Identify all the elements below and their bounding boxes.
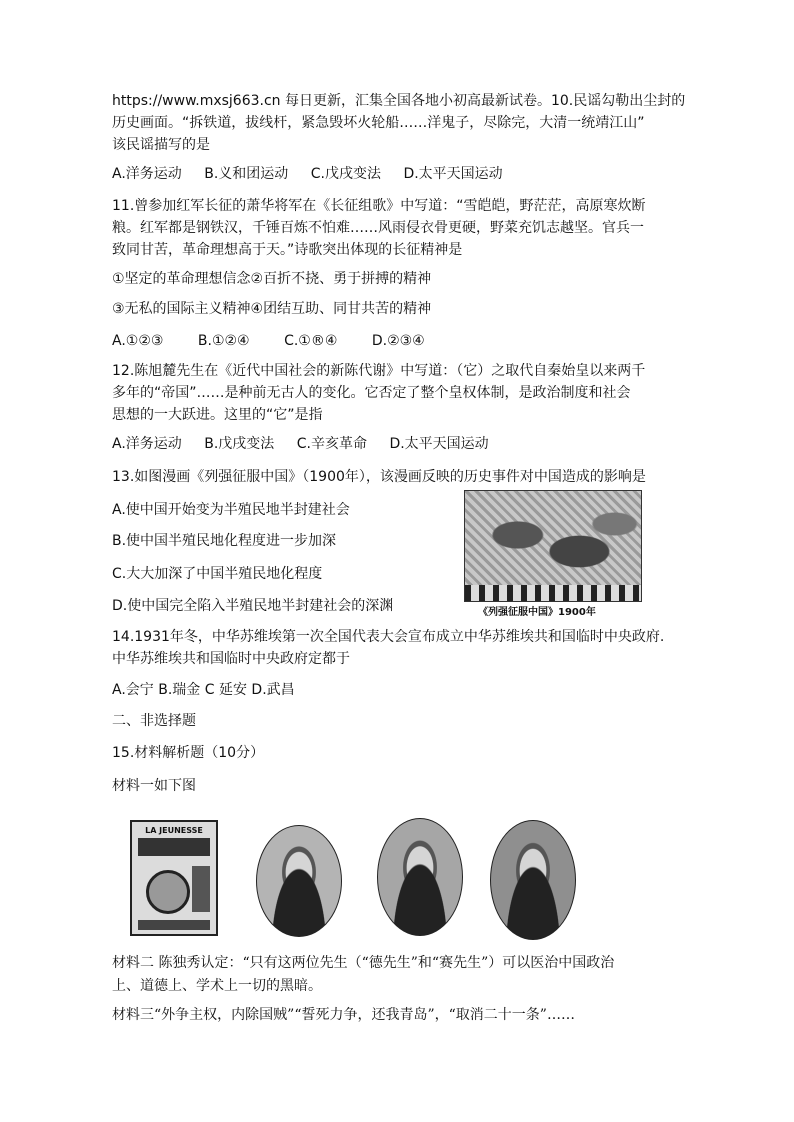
q13-option-c[interactable]: C.大大加深了中国半殖民地化程度 [112,566,323,582]
portrait-photo-3 [490,820,576,940]
material-3-text: 材料三“外争主权，内除国贼”“誓死力争，还我青岛”，“取消二十一条”…… [112,1007,575,1023]
q10-option-d[interactable]: D.太平天国运动 [403,166,503,182]
q12-text-3: 思想的一大跃进。这里的“它”是指 [112,407,323,423]
magazine-band [138,838,210,856]
q12-text-2: 多年的“帝国”……是种前无古人的变化。它否定了整个皇权体制，是政治制度和社会 [112,385,631,401]
q11-option-c[interactable]: C.①®④ [284,333,338,349]
q11-statement-1: ①坚定的革命理想信念②百折不挠、勇于拼搏的精神 [112,271,432,287]
cartoon-image [464,490,642,602]
q11-statement-2: ③无私的国际主义精神④团结互助、同甘共苦的精神 [112,301,432,317]
q13-option-d[interactable]: D.使中国完全陷入半殖民地半封建社会的深渊 [112,598,394,614]
section-heading: 二、非选择题 [112,713,196,729]
material-1-label: 材料一如下图 [112,778,196,794]
portrait-photo-1 [256,825,342,937]
q11-option-a[interactable]: A.①②③ [112,333,164,349]
q12-option-a[interactable]: A.洋务运动 [112,436,182,452]
magazine-emblem [146,870,190,914]
q13-option-a[interactable]: A.使中国开始变为半殖民地半封建社会 [112,502,350,518]
q11-option-d[interactable]: D.②③④ [371,333,425,349]
q12-options [112,433,507,455]
q10-options [112,163,521,185]
q12-option-d[interactable]: D.太平天国运动 [389,436,489,452]
magazine-title: LA JEUNESSE [145,826,203,835]
q11-text-1: 11.曾参加红军长征的萧华将军在《长征组歌》中写道：“雪皑皑，野茫茫，高原寒炊断 [112,198,646,214]
q12-option-b[interactable]: B.戊戌变法 [204,436,275,452]
q12-text-1: 12.陈旭麓先生在《近代中国社会的新陈代谢》中写道：（它）之取代自秦始皇以来两千 [112,363,646,379]
q10-option-b[interactable]: B.义和团运动 [204,166,289,182]
portrait-photo-2 [377,818,463,936]
cartoon-caption: 《列强征服中国》1900年 [478,607,596,618]
q15-title: 15.材料解析题（10分） [112,745,265,761]
cartoon-border [465,585,641,601]
q11-options [112,330,455,352]
q11-text-2: 粮。红军都是钢铁汉，千锤百炼不怕难……风雨侵衣骨更硬，野菜充饥志越坚。官兵一 [112,220,644,236]
material-2-text-2: 上、道德上、学术上一切的黑暗。 [112,978,322,994]
q14-text-1: 14.1931年冬，中华苏维埃第一次全国代表大会宣布成立中华苏维埃共和国临时中央政府. [112,629,665,645]
q10-option-c[interactable]: C.戊戌变法 [310,166,381,182]
q10-text-2: 历史画面。“拆铁道，拔线杆，紧急毁坏火轮船……洋鬼子，尽除完，大清一统靖江山” [112,115,645,131]
q10-option-a[interactable]: A.洋务运动 [112,166,182,182]
q11-text-3: 致同甘苦，革命理想高于天。”诗歌突出体现的长征精神是 [112,242,463,258]
q12-option-c[interactable]: C.辛亥革命 [296,436,367,452]
q14-options[interactable]: A.会宁 B.瑞金 C 延安 D.武昌 [112,682,295,698]
q14-text-2: 中华苏维埃共和国临时中央政府定都于 [112,651,350,667]
q13-text: 13.如图漫画《列强征服中国》（1900年），该漫画反映的历史事件对中国造成的影响是 [112,469,646,485]
q10-text-3: 该民谣描写的是 [112,137,210,153]
material-2-text-1: 材料二 陈独秀认定：“只有这两位先生（“德先生”和“赛先生”）可以医治中国政治 [112,955,615,971]
magazine-footer [138,920,210,930]
q13-option-b[interactable]: B.使中国半殖民地化程度进一步加深 [112,533,337,549]
q11-option-b[interactable]: B.①②④ [197,333,250,349]
intro-line: https://www.mxsj663.cn 每日更新，汇集全国各地小初高最新试卷。10.民谣勾勒出尘封的 [112,93,686,109]
magazine-cover-image [130,820,218,936]
magazine-side-text [192,866,210,912]
